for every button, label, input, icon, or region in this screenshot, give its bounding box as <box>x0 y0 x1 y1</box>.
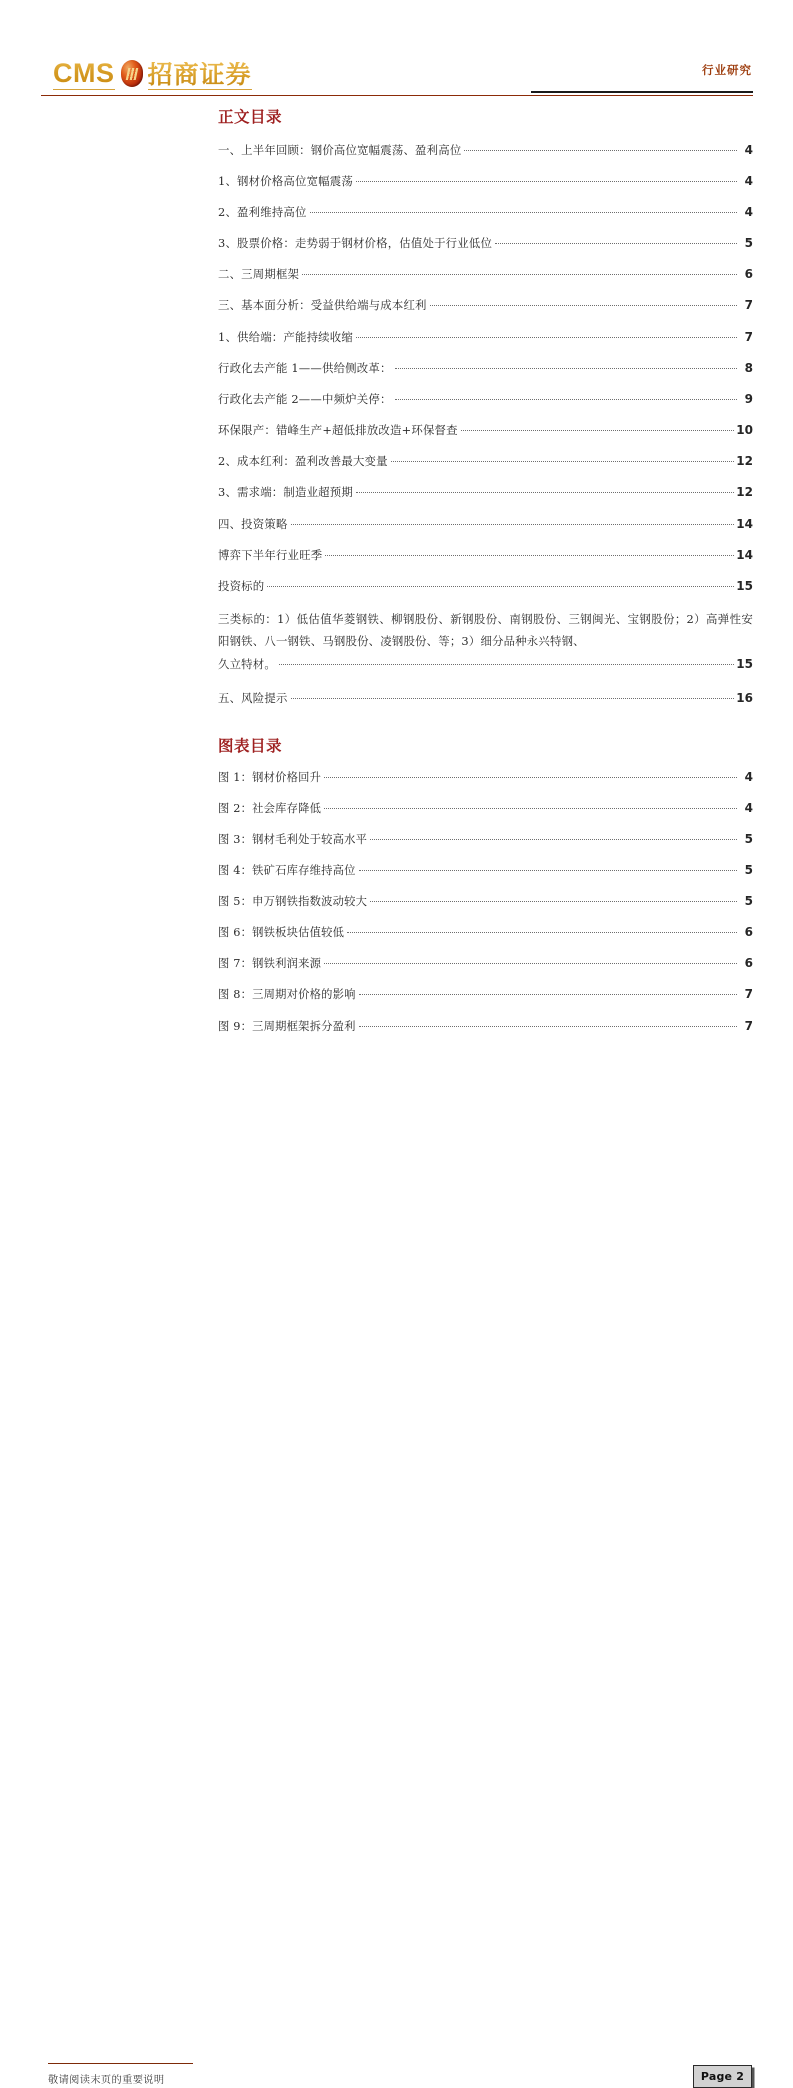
toc-entry-label: 3、需求端：制造业超预期 <box>218 485 353 500</box>
toc-entry[interactable] <box>218 689 753 708</box>
toc-entry-label: 2、盈利维持高位 <box>218 204 307 219</box>
toc-leader-dots <box>370 901 737 902</box>
toc-entry-tail <box>218 653 753 676</box>
figure-entry-label: 图 8：三周期对价格的影响 <box>218 988 356 1002</box>
toc-leader-dots <box>395 368 737 369</box>
cms-logo <box>53 50 252 90</box>
toc-leader-dots <box>356 492 734 493</box>
toc-leader-dots <box>324 808 737 809</box>
toc-entry[interactable] <box>218 234 753 253</box>
toc-entry-label: 博弈下半年行业旺季 <box>218 547 323 562</box>
toc-leader-dots <box>279 664 734 665</box>
figure-entry-label: 图 2：社会库存降低 <box>218 801 322 815</box>
toc-entry-label: 五、风险提示 <box>218 690 288 705</box>
figures-list <box>218 768 753 1035</box>
toc-entry-label: 行政化去产能 1——供给侧改革： <box>218 360 392 375</box>
cms-oval-emblem-icon <box>121 60 143 87</box>
toc-leader-dots <box>461 430 735 431</box>
figure-entry-label: 图 4：铁矿石库存维持高位 <box>218 864 356 878</box>
toc-entry[interactable] <box>218 172 753 191</box>
toc-entry-page: 4 <box>744 204 753 219</box>
toc-heading: 正文目录 <box>218 108 283 126</box>
figure-entry-page: 6 <box>744 925 753 940</box>
toc-entry-page: 14 <box>736 516 753 531</box>
toc-entry-label: 三类标的：1）低估值华菱钢铁、柳钢股份、新钢股份、南钢股份、三钢闽光、宝钢股份；2）高弹性安阳钢铁、八一钢铁、马钢股份、凌钢股份、等；3）细分品种永兴特钢、 <box>218 612 753 649</box>
figure-entry-label: 图 6：钢铁板块估值较低 <box>218 926 345 940</box>
toc-leader-dots <box>302 274 737 275</box>
toc-entry-page: 10 <box>736 423 753 438</box>
figure-entry[interactable] <box>218 861 753 880</box>
toc-entry-label: 2、成本红利：盈利改善最大变量 <box>218 454 388 469</box>
figure-entry-page: 5 <box>744 894 753 909</box>
figure-entry[interactable] <box>218 985 753 1004</box>
page-number-badge: Page 2 <box>693 2065 752 2088</box>
toc-entry-label-tail: 久立特材。 <box>218 656 276 671</box>
toc-leader-dots <box>324 963 737 964</box>
toc-leader-dots <box>464 150 737 151</box>
toc-entry-page: 12 <box>736 485 753 500</box>
figure-entry-label: 图 3：钢材毛利处于较高水平 <box>218 832 368 846</box>
figure-entry[interactable] <box>218 954 753 973</box>
toc-entry-page: 4 <box>744 173 753 188</box>
figure-entry-page: 6 <box>744 956 753 971</box>
toc-entry-page: 8 <box>744 360 753 375</box>
toc-entry-page: 15 <box>736 579 753 593</box>
header-rule-black <box>531 91 753 93</box>
toc-entry-label: 三、基本面分析：受益供给端与成本红利 <box>218 298 427 313</box>
toc-entry-page: 16 <box>736 690 753 705</box>
header-rule-red <box>41 95 753 96</box>
toc-entry-page: 14 <box>736 547 753 562</box>
toc-entry-label: 环保限产：错峰生产+超低排放改造+环保督查 <box>218 423 458 438</box>
toc-entry-label: 1、钢材价格高位宽幅震荡 <box>218 173 353 188</box>
toc-entry[interactable] <box>218 452 753 471</box>
toc-leader-dots <box>325 555 734 556</box>
toc-entry-page: 9 <box>744 391 753 406</box>
toc-entry-label: 1、供给端：产能持续收缩 <box>218 329 353 344</box>
toc-leader-dots <box>291 524 735 525</box>
toc-entry-page: 4 <box>744 142 753 157</box>
toc-leader-dots <box>356 337 737 338</box>
toc-entry[interactable] <box>218 577 753 596</box>
figure-entry-page: 4 <box>744 769 753 784</box>
toc-entry[interactable] <box>218 359 753 378</box>
toc-entry-label: 四、投资策略 <box>218 516 288 531</box>
figure-entry[interactable] <box>218 923 753 942</box>
toc-leader-dots <box>391 461 735 462</box>
toc-entry-page: 5 <box>744 236 753 251</box>
toc-entry-page: 6 <box>744 267 753 282</box>
toc-entry[interactable] <box>218 328 753 347</box>
toc-entry-page: 7 <box>744 329 753 344</box>
toc-entry-label: 二、三周期框架 <box>218 267 300 282</box>
figure-entry-page: 7 <box>744 1018 753 1033</box>
toc-entry-page: 7 <box>744 298 753 313</box>
page-header <box>0 0 793 100</box>
toc-entry-multiline[interactable] <box>218 608 753 676</box>
toc-entry[interactable] <box>218 421 753 440</box>
footer-note-block <box>48 2063 193 2086</box>
footer-divider <box>48 2063 193 2064</box>
figures-heading: 图表目录 <box>218 737 283 756</box>
figure-entry[interactable] <box>218 768 753 787</box>
toc-leader-dots <box>324 777 737 778</box>
figure-entry-label: 图 5：申万钢铁指数波动较大 <box>218 895 368 909</box>
figure-entry-page: 7 <box>744 987 753 1002</box>
toc-leader-dots <box>347 932 737 933</box>
header-category-label: 行业研究 <box>702 63 752 77</box>
toc-leader-dots <box>291 698 735 699</box>
figure-entry[interactable] <box>218 830 753 849</box>
figure-entry-label: 图 9：三周期框架拆分盈利 <box>218 1019 356 1033</box>
toc-entry-label: 一、上半年回顾：钢价高位宽幅震荡、盈利高位 <box>218 142 462 157</box>
toc-entry-label: 行政化去产能 2——中频炉关停： <box>218 391 392 406</box>
toc-entry-label: 3、股票价格：走势弱于钢材价格，估值处于行业低位 <box>218 236 493 251</box>
figure-entry-page: 4 <box>744 800 753 815</box>
figure-entry-label: 图 1：钢材价格回升 <box>218 770 322 784</box>
toc-entry[interactable] <box>218 141 753 160</box>
toc-entry-page: 12 <box>736 454 753 469</box>
toc-content <box>218 108 753 1048</box>
toc-leader-dots <box>310 212 737 213</box>
toc-leader-dots <box>359 994 737 995</box>
toc-entry[interactable] <box>218 265 753 284</box>
toc-leader-dots <box>359 870 737 871</box>
figure-entry-page: 5 <box>744 831 753 846</box>
page-footer <box>0 1022 793 2087</box>
toc-entry[interactable] <box>218 390 753 409</box>
toc-entry-label: 投资标的 <box>218 579 265 593</box>
toc-entry[interactable] <box>218 296 753 315</box>
toc-leader-dots <box>267 586 734 587</box>
footer-disclaimer: 敬请阅读末页的重要说明 <box>48 2075 165 2087</box>
toc-entry[interactable] <box>218 483 753 502</box>
figure-entry[interactable] <box>218 892 753 911</box>
toc-leader-dots <box>370 839 737 840</box>
logo-chinese-text: 招商证券 <box>147 60 252 89</box>
toc-leader-dots <box>356 181 737 182</box>
toc-entry[interactable] <box>218 515 753 534</box>
figure-entry[interactable] <box>218 799 753 818</box>
toc-entry[interactable] <box>218 546 753 565</box>
toc-leader-dots <box>495 243 737 244</box>
figure-entry-page: 5 <box>744 863 753 878</box>
toc-list <box>218 141 753 708</box>
toc-leader-dots <box>395 399 737 400</box>
logo-latin-text: CMS <box>53 58 115 88</box>
toc-entry-page: 15 <box>736 656 753 671</box>
toc-leader-dots <box>430 305 737 306</box>
figure-entry-label: 图 7：钢铁利润来源 <box>218 957 322 971</box>
toc-entry[interactable] <box>218 203 753 222</box>
